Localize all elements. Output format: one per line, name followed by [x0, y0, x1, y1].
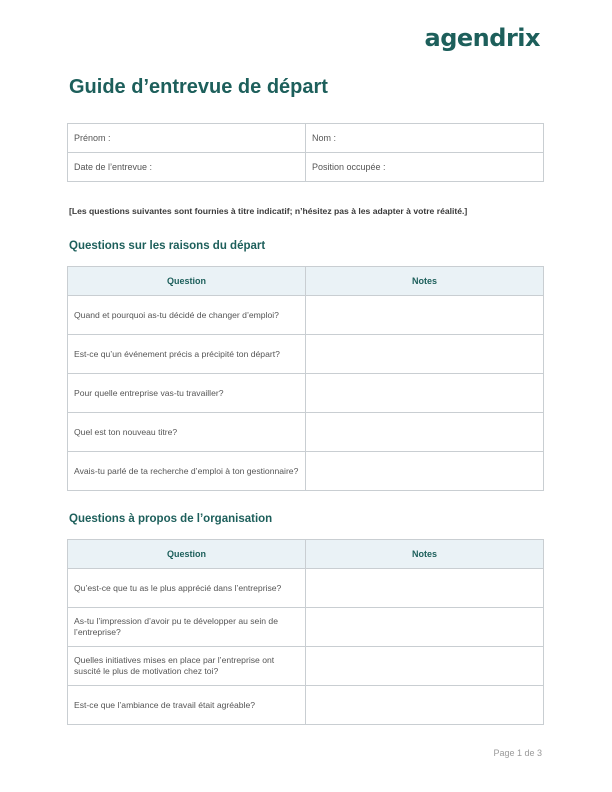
instruction-note: [Les questions suivantes sont fournies à titre indicatif; n’hésitez pas à les adapter à votre réalité.] [69, 206, 468, 216]
table-row [68, 686, 544, 725]
employee-info-table [67, 123, 544, 182]
question-column-header: Question [68, 267, 306, 296]
notes-cell[interactable] [306, 374, 544, 413]
notes-column-header: Notes [306, 267, 544, 296]
table-row [68, 335, 544, 374]
section-title-departure-reasons: Questions sur les raisons du départ [69, 240, 266, 252]
table-row [68, 296, 544, 335]
question-column-header: Question [68, 540, 306, 569]
notes-cell[interactable] [306, 452, 544, 491]
notes-column-header: Notes [306, 540, 544, 569]
question-cell: Quelles initiatives mises en place par l’entreprise ont suscité le plus de motivation chez toi? [68, 647, 306, 686]
table-row [68, 647, 544, 686]
page-number: Page 1 de 3 [493, 748, 542, 758]
table-row [68, 413, 544, 452]
info-row [68, 124, 544, 153]
last-name-field[interactable]: Nom : [306, 124, 544, 153]
interview-date-field[interactable]: Date de l’entrevue : [68, 153, 306, 182]
question-cell: Pour quelle entreprise vas-tu travailler? [68, 374, 306, 413]
organization-table [67, 539, 544, 725]
question-cell: Avais-tu parlé de ta recherche d’emploi à ton gestionnaire? [68, 452, 306, 491]
first-name-field[interactable]: Prénom : [68, 124, 306, 153]
info-row [68, 153, 544, 182]
table-row [68, 569, 544, 608]
table-row [68, 608, 544, 647]
question-cell: As-tu l’impression d’avoir pu te développer au sein de l’entreprise? [68, 608, 306, 647]
notes-cell[interactable] [306, 686, 544, 725]
position-field[interactable]: Position occupée : [306, 153, 544, 182]
question-cell: Quand et pourquoi as-tu décidé de changer d’emploi? [68, 296, 306, 335]
question-cell: Est-ce qu’un événement précis a précipité ton départ? [68, 335, 306, 374]
notes-cell[interactable] [306, 569, 544, 608]
question-cell: Qu’est-ce que tu as le plus apprécié dans l’entreprise? [68, 569, 306, 608]
question-cell: Est-ce que l’ambiance de travail était agréable? [68, 686, 306, 725]
departure-reasons-table [67, 266, 544, 491]
page-title: Guide d’entrevue de départ [69, 76, 328, 98]
notes-cell[interactable] [306, 608, 544, 647]
notes-cell[interactable] [306, 296, 544, 335]
agendrix-logo: agendrix [424, 24, 540, 52]
notes-cell[interactable] [306, 413, 544, 452]
table-row [68, 452, 544, 491]
section-title-organization: Questions à propos de l’organisation [69, 513, 273, 525]
notes-cell[interactable] [306, 335, 544, 374]
table-header-row [68, 267, 544, 296]
notes-cell[interactable] [306, 647, 544, 686]
table-row [68, 374, 544, 413]
question-cell: Quel est ton nouveau titre? [68, 413, 306, 452]
table-header-row [68, 540, 544, 569]
